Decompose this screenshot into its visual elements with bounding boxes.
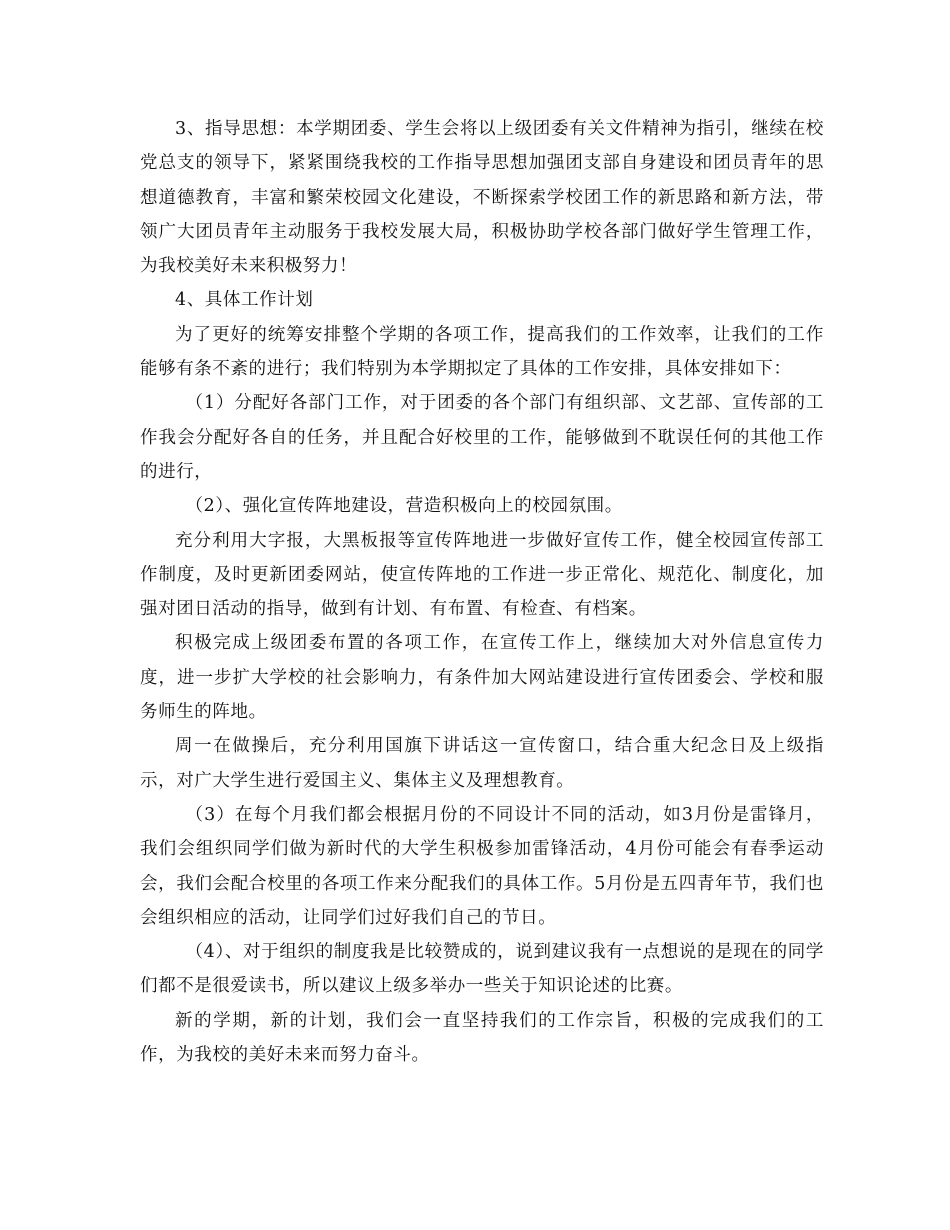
document-body xyxy=(140,112,824,1072)
paragraph-item-4: （4）、对于组织的制度我是比较赞成的，说到建议我有一点想说的是现在的同学们都不是很爱读书，所以建议上级多举办一些关于知识论述的比赛。 xyxy=(140,942,824,997)
paragraph-publicity-1: 充分利用大字报，大黑板报等宣传阵地进一步做好宣传工作，健全校园宣传部工作制度，及时更新团委网站，使宣传阵地的工作进一步正常化、规范化、制度化，加强对团日活动的指导，做到有计划、有布置、有检查、有档案。 xyxy=(140,530,824,620)
paragraph-guiding-thought: 3、指导思想：本学期团委、学生会将以上级团委有关文件精神为指引，继续在校党总支的领导下，紧紧围绕我校的工作指导思想加强团支部自身建设和团员青年的思想道德教育，丰富和繁荣校园文化建设，不断探索学校团工作的新思路和新方法，带领广大团员青年主动服务于我校发展大局，积极协助学校各部门做好学生管理工作，为我校美好未来积极努力！ xyxy=(140,119,824,277)
paragraph-item-3: （3）在每个月我们都会根据月份的不同设计不同的活动，如3月份是雷锋月，我们会组织同学们做为新时代的大学生积极参加雷锋活动，4月份可能会有春季运动会，我们会配合校里的各项工作来分配我们的具体工作。5月份是五四青年节，我们也会组织相应的活动，让同学们过好我们自己的节日。 xyxy=(140,804,824,928)
paragraph-plan-intro: 为了更好的统筹安排整个学期的各项工作，提高我们的工作效率，让我们的工作能够有条不紊的进行；我们特别为本学期拟定了具体的工作安排，具体安排如下： xyxy=(140,324,824,380)
paragraph-conclusion: 新的学期，新的计划，我们会一直坚持我们的工作宗旨，积极的完成我们的工作，为我校的美好未来而努力奋斗。 xyxy=(140,1010,824,1066)
paragraph-publicity-3: 周一在做操后，充分利用国旗下讲话这一宣传窗口，结合重大纪念日及上级指示，对广大学生进行爱国主义、集体主义及理想教育。 xyxy=(140,736,824,791)
paragraph-item-2: （2）、强化宣传阵地建设，营造积极向上的校园氛围。 xyxy=(185,496,623,517)
paragraph-publicity-2: 积极完成上级团委布置的各项工作，在宣传工作上，继续加大对外信息宣传力度，进一步扩大学校的社会影响力，有条件加大网站建设进行宣传团委会、学校和服务师生的阵地。 xyxy=(140,633,824,723)
section-heading-work-plan: 4、具体工作计划 xyxy=(175,290,314,311)
paragraph-item-1: （1）分配好各部门工作，对于团委的各个部门有组织部、文艺部、宣传部的工作我会分配好各自的任务，并且配合好校里的工作，能够做到不耽误任何的其他工作的进行， xyxy=(140,393,824,482)
